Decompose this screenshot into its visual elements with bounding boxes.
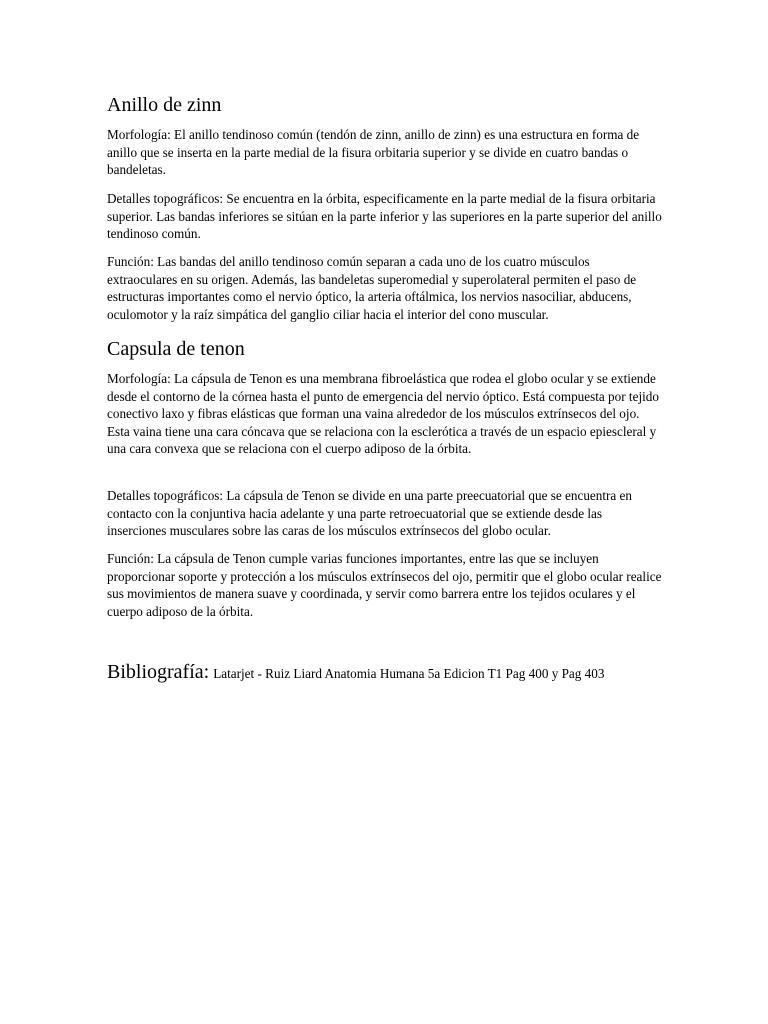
section-title-capsula: Capsula de tenon bbox=[107, 338, 245, 360]
paragraph-capsula-morfologia: Morfología: La cápsula de Tenon es una membrana fibroelástica que rodea el globo ocular y se extiende desde el contorno de la córnea hasta el punto de emergencia del nervio óptico. Está compuesta por tejido conectivo laxo y fibras elásticas que forman una vaina alrededor de los músculos extrínsecos del ojo. Esta vaina tiene una cara cóncava que se relaciona con la esclerótica a través de un espacio epiescleral y una cara convexa que se relaciona con el cuerpo adiposo de la órbita. bbox=[107, 371, 659, 457]
bibliography-label: Bibliografía: bbox=[107, 661, 210, 683]
bibliography bbox=[107, 660, 687, 684]
paragraph-anillo-funcion: Función: Las bandas del anillo tendinoso común separan a cada uno de los cuatro músculos extraoculares en su origen. Además, las bandeletas superomedial y superolateral permiten el paso de estructuras importantes como el nervio óptico, la arteria oftálmica, los nervios nasociliar, abducens, oculomotor y la raíz simpática del ganglio ciliar hacia el interior del cono muscular. bbox=[107, 254, 637, 322]
paragraph-capsula-funcion: Función: La cápsula de Tenon cumple varias funciones importantes, entre las que se incluyen proporcionar soporte y protección a los músculos extrínsecos del ojo, permitir que el globo ocular realice sus movimientos de manera suave y coordinada, y servir como barrera entre los tejidos oculares y el cuerpo adiposo de la órbita. bbox=[107, 551, 662, 619]
paragraph-anillo-topografia: Detalles topográficos: Se encuentra en la órbita, especificamente en la parte medial de la fisura orbitaria superior. Las bandas inferiores se sitúan en la parte inferior y las superiores en la parte superior del anillo tendinoso común. bbox=[107, 191, 662, 242]
bibliography-text: Latarjet - Ruiz Liard Anatomia Humana 5a Edicion T1 Pag 400 y Pag 403 bbox=[213, 666, 605, 681]
paragraph-anillo-morfologia: Morfología: El anillo tendinoso común (tendón de zinn, anillo de zinn) es una estructura en forma de anillo que se inserta en la parte medial de la fisura orbitaria superior y se divide en cuatro bandas o bandeletas. bbox=[107, 127, 640, 178]
section-title-anillo: Anillo de zinn bbox=[107, 94, 222, 116]
paragraph-capsula-topografia: Detalles topográficos: La cápsula de Tenon se divide en una parte preecuatorial que se encuentra en contacto con la conjuntiva hacia adelante y una parte retroecuatorial que se extiende desde las inserciones musculares sobre las caras de los músculos extrínsecos del globo ocular. bbox=[107, 488, 633, 539]
